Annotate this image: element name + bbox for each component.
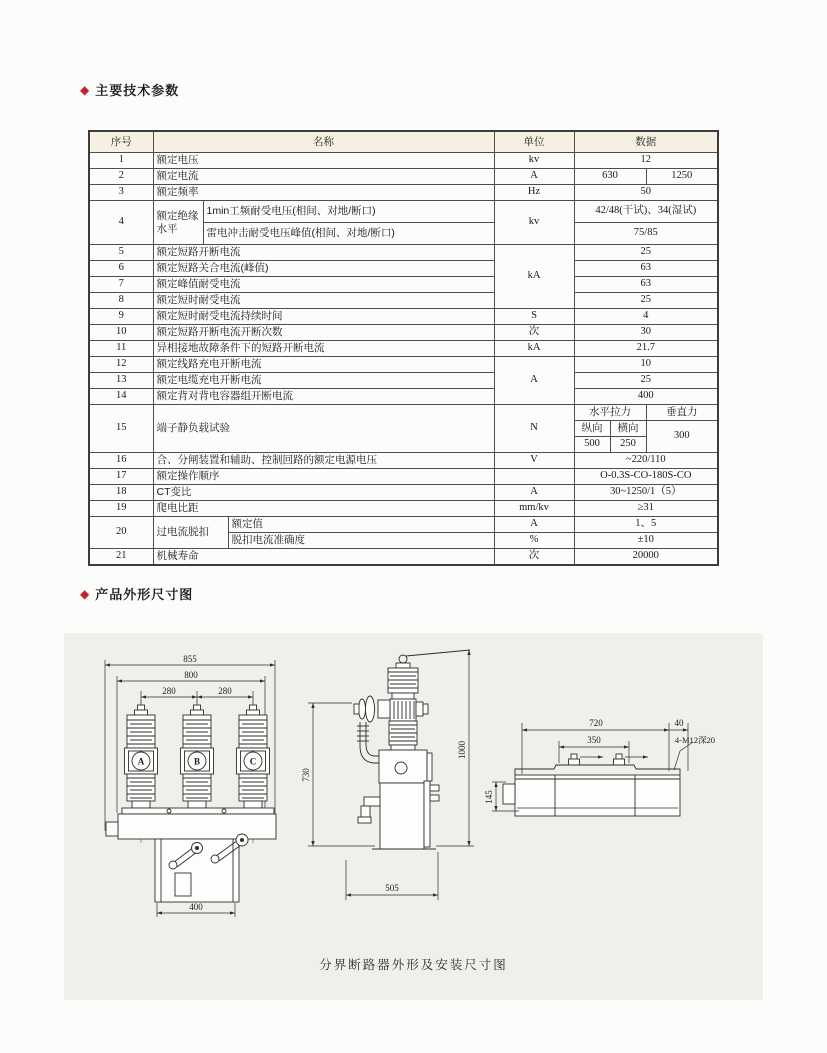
table-row	[89, 453, 718, 469]
table-row	[89, 485, 718, 501]
table-row	[89, 341, 718, 357]
cell-unit: 次	[494, 325, 574, 341]
section-title-product-dimensions	[80, 584, 193, 603]
section-title-text: 主要技术参数	[95, 83, 180, 98]
table-row	[89, 405, 718, 421]
table-row	[89, 185, 718, 201]
cell-name: 额定短路开断电流开断次数	[153, 325, 494, 341]
cell-name: 额定短路关合电流(峰值)	[153, 261, 494, 277]
table-row	[89, 501, 718, 517]
diagram-caption: 分界断路器外形及安装尺寸图	[319, 958, 508, 972]
cell-data: 1、5	[574, 517, 718, 533]
cell-data-left: 630	[574, 169, 646, 185]
cell-data: 20000	[574, 549, 718, 565]
cell-longitudinal: 纵向	[574, 421, 610, 437]
header-no: 序号	[89, 131, 153, 153]
cell-name: CT变比	[153, 485, 494, 501]
cell-no: 3	[89, 185, 153, 201]
header-name: 名称	[153, 131, 494, 153]
cell-transverse: 横向	[610, 421, 646, 437]
dim-label-720: 720	[589, 718, 603, 728]
cell-name: 机械寿命	[153, 549, 494, 565]
dim-label-350: 350	[587, 735, 601, 745]
cell-no: 11	[89, 341, 153, 357]
cell-data: 12	[574, 153, 718, 169]
cell-data: 4	[574, 309, 718, 325]
dim-label-400: 400	[189, 902, 203, 912]
cell-no: 4	[89, 201, 153, 245]
cell-no: 13	[89, 373, 153, 389]
cell-name: 额定短时耐受电流	[153, 293, 494, 309]
header-unit: 单位	[494, 131, 574, 153]
cell-name: 额定背对背电容器组开断电流	[153, 389, 494, 405]
table-row	[89, 261, 718, 277]
cell-no: 21	[89, 549, 153, 565]
cell-unit: 次	[494, 549, 574, 565]
cell-no: 8	[89, 293, 153, 309]
cell-data: ≥31	[574, 501, 718, 517]
cell-unit: kv	[494, 201, 574, 245]
cell-no: 17	[89, 469, 153, 485]
cell-data: 75/85	[574, 223, 718, 245]
table-row	[89, 357, 718, 373]
cell-data: 50	[574, 185, 718, 201]
cell-name: 额定电流	[153, 169, 494, 185]
parameters-table	[88, 130, 719, 566]
dim-label-280-right: 280	[218, 686, 232, 696]
cell-data: 63	[574, 277, 718, 293]
table-row	[89, 153, 718, 169]
table-row	[89, 309, 718, 325]
cell-data: ±10	[574, 533, 718, 549]
cell-no: 5	[89, 245, 153, 261]
cell-name: 端子静负载试验	[153, 405, 494, 453]
cell-no: 20	[89, 517, 153, 549]
table-row	[89, 325, 718, 341]
table-row	[89, 277, 718, 293]
cell-name: 额定短时耐受电流持续时间	[153, 309, 494, 325]
cell-name: 额定绝缘水平	[153, 201, 203, 245]
cell-no: 19	[89, 501, 153, 517]
dim-label-280-left: 280	[162, 686, 176, 696]
cell-unit: A	[494, 485, 574, 501]
table-header-row	[89, 131, 718, 153]
cell-data: 30~1250/1（5）	[574, 485, 718, 501]
cell-no: 16	[89, 453, 153, 469]
cell-unit: V	[494, 453, 574, 469]
cell-unit: A	[494, 169, 574, 185]
cell-unit: kA	[494, 245, 574, 309]
cell-no: 15	[89, 405, 153, 453]
table-row	[89, 245, 718, 261]
cell-no: 12	[89, 357, 153, 373]
dimension-diagram-panel	[64, 633, 763, 1000]
dim-label-800: 800	[184, 670, 198, 680]
table-row	[89, 549, 718, 565]
cell-data: ~220/110	[574, 453, 718, 469]
cell-data: 42/48(干试)、34(湿试)	[574, 201, 718, 223]
section-title-text: 产品外形尺寸图	[95, 587, 194, 602]
table-row	[89, 293, 718, 309]
table-row	[89, 201, 718, 223]
table-row	[89, 469, 718, 485]
table-row	[89, 373, 718, 389]
dim-label-505: 505	[385, 883, 399, 893]
section-title-main-parameters	[80, 80, 179, 99]
cell-name: 额定电压	[153, 153, 494, 169]
cell-data: O-0.3S-CO-180S-CO	[574, 469, 718, 485]
front-view-drawing	[72, 645, 302, 940]
cell-name: 爬电比距	[153, 501, 494, 517]
cell-unit: S	[494, 309, 574, 325]
cell-data: 10	[574, 357, 718, 373]
cell-unit: kv	[494, 153, 574, 169]
diamond-bullet-icon: ◆	[80, 82, 91, 97]
header-data: 数据	[574, 131, 718, 153]
cell-subname: 1min工频耐受电压(相间、对地/断口)	[203, 201, 494, 223]
cell-data: 30	[574, 325, 718, 341]
bushing-left	[569, 754, 604, 765]
side-view-drawing	[300, 638, 505, 948]
cell-data-right: 1250	[646, 169, 718, 185]
cell-name: 额定峰值耐受电流	[153, 277, 494, 293]
cell-subname: 额定值	[228, 517, 494, 533]
dim-label-730: 730	[301, 768, 311, 782]
table-row	[89, 169, 718, 185]
phase-label-a: A	[137, 756, 145, 767]
top-view-drawing	[484, 691, 759, 866]
cell-horizontal-pull: 水平拉力	[574, 405, 646, 421]
diamond-bullet-icon: ◆	[80, 586, 91, 601]
table-row	[89, 389, 718, 405]
cell-unit	[494, 469, 574, 485]
phase-label-b: B	[193, 756, 201, 767]
cell-no: 6	[89, 261, 153, 277]
cell-no: 1	[89, 153, 153, 169]
cell-transverse-value: 250	[610, 437, 646, 453]
cell-no: 7	[89, 277, 153, 293]
cell-data: 25	[574, 293, 718, 309]
phase-label-c: C	[249, 756, 257, 767]
cell-no: 2	[89, 169, 153, 185]
cell-name: 过电流脱扣	[153, 517, 228, 549]
cell-data: 21.7	[574, 341, 718, 357]
cell-name: 额定短路开断电流	[153, 245, 494, 261]
dim-label-855: 855	[183, 654, 197, 664]
cell-data: 63	[574, 261, 718, 277]
cell-vertical-force: 垂直力	[646, 405, 718, 421]
cell-no: 18	[89, 485, 153, 501]
cell-unit: Hz	[494, 185, 574, 201]
cell-name: 合、分闸装置和辅助、控制回路的额定电源电压	[153, 453, 494, 469]
cell-name: 额定电缆充电开断电流	[153, 373, 494, 389]
cell-unit: %	[494, 533, 574, 549]
bushing-right	[614, 754, 649, 765]
dim-label-145: 145	[484, 790, 494, 804]
cell-unit: A	[494, 517, 574, 533]
cell-subname: 脱扣电流准确度	[228, 533, 494, 549]
cell-no: 14	[89, 389, 153, 405]
cell-data: 400	[574, 389, 718, 405]
dim-label-1000: 1000	[457, 741, 467, 759]
cell-name: 额定频率	[153, 185, 494, 201]
cell-name: 额定线路充电开断电流	[153, 357, 494, 373]
cell-data: 25	[574, 245, 718, 261]
cell-data: 25	[574, 373, 718, 389]
mounting-note-label: 4-M12深20	[674, 735, 716, 745]
cell-unit: N	[494, 405, 574, 453]
cell-longitudinal-value: 500	[574, 437, 610, 453]
cell-unit: kA	[494, 341, 574, 357]
cell-subname: 雷电冲击耐受电压峰值(相间、对地/断口)	[203, 223, 494, 245]
cell-name: 异相接地故障条件下的短路开断电流	[153, 341, 494, 357]
cell-name: 额定操作顺序	[153, 469, 494, 485]
table-row	[89, 517, 718, 533]
cell-unit: A	[494, 357, 574, 405]
dim-label-40: 40	[674, 718, 684, 728]
cell-no: 10	[89, 325, 153, 341]
cell-unit: mm/kv	[494, 501, 574, 517]
cell-vertical-value: 300	[646, 421, 718, 453]
cell-no: 9	[89, 309, 153, 325]
